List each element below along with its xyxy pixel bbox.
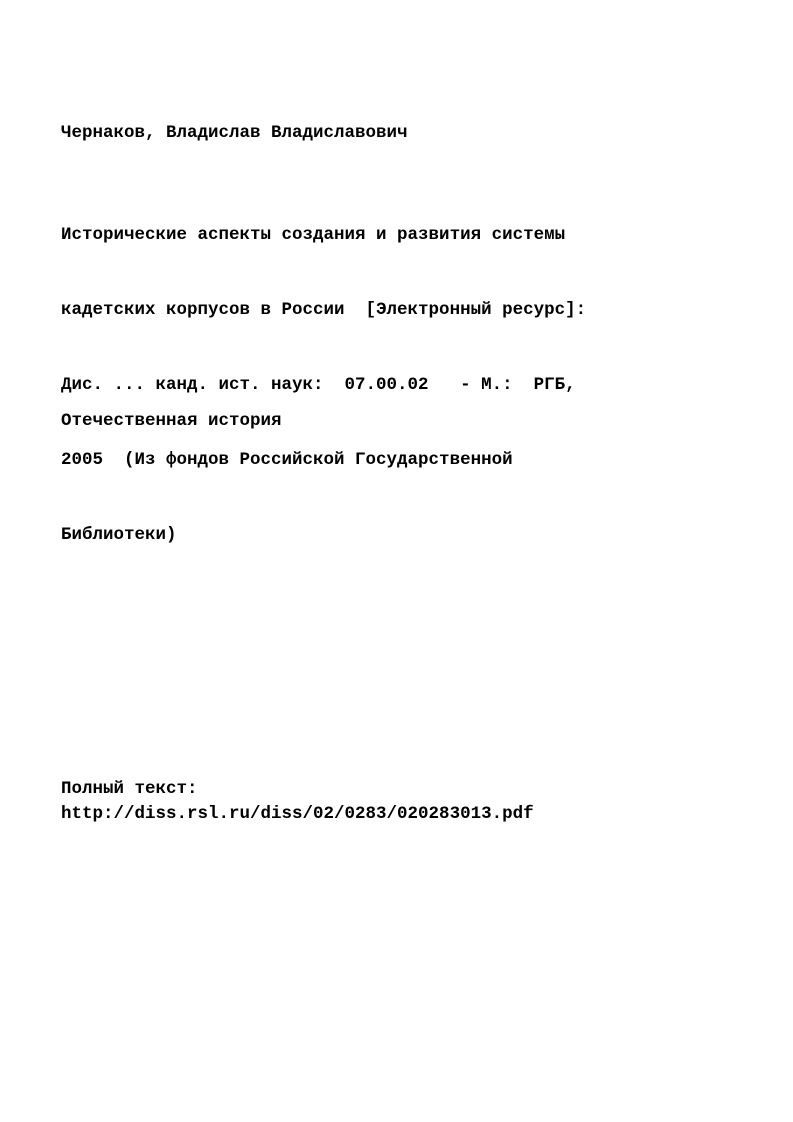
fulltext-label: Полный текст: [61,779,198,799]
description-line: кадетских корпусов в России [Электронный ресурс]: [61,300,587,320]
bibliographic-description [61,173,586,573]
description-line: Дис. ... канд. ист. наук: 07.00.02 - М.: РГБ, [61,375,576,395]
author-name: Чернаков, Владислав Владиславович [61,123,408,143]
fulltext-link[interactable]: http://diss.rsl.ru/diss/02/0283/020283013.pdf [61,804,534,824]
description-line: Библиотеки) [61,525,177,545]
description-line: Исторические аспекты создания и развития системы [61,225,566,245]
subject-heading: Отечественная история [61,411,282,431]
description-line: 2005 (Из фондов Российской Государственной [61,450,513,470]
